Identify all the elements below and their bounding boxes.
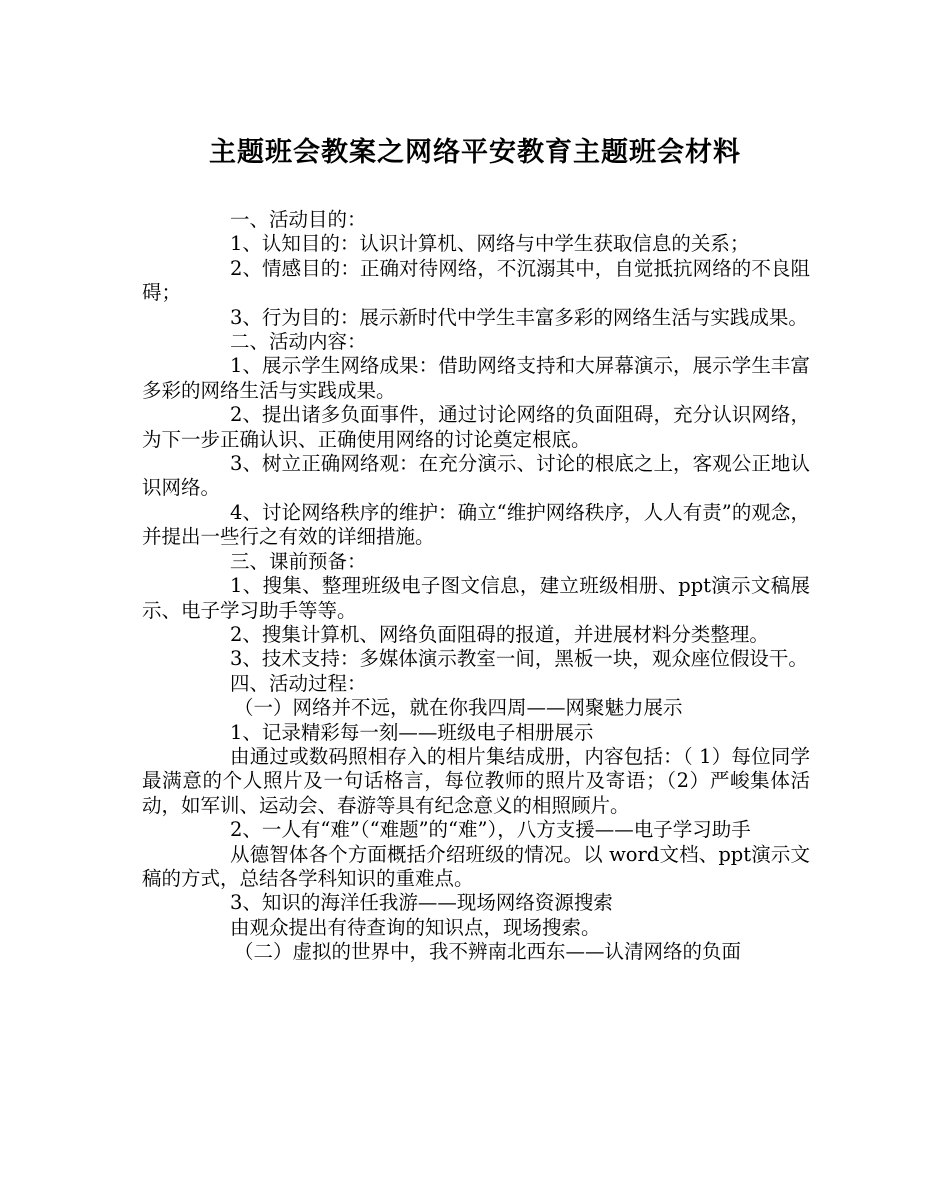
paragraph: （二）虚拟的世界中，我不辨南北西东——认清网络的负面 <box>234 940 742 964</box>
paragraph: 从德智体各个方面概括介绍班级的情况。以 word文档、ppt演示文稿的方式，总结各学科知识的重难点。 <box>142 842 810 890</box>
paragraph: 2、一人有“难”（“难题”的“难”），八方支援——电子学习助手 <box>230 818 751 842</box>
paragraph: 由通过或数码照相存入的相片集结成册，内容包括：（ 1）每位同学最满意的个人照片及一句话格言，每位教师的照片及寄语；（2）严峻集体活动，如军训、运动会、春游等具有纪念意义的相照顾片。 <box>142 744 810 817</box>
paragraph: 1、展示学生网络成果：借助网络支持和大屏幕演示，展示学生丰富多彩的网络生活与实践成果。 <box>142 354 810 402</box>
paragraph: 1、搜集、整理班级电子图文信息，建立班级相册、ppt演示文稿展示、电子学习助手等等。 <box>142 574 810 622</box>
paragraph: 4、讨论网络秩序的维护：确立“维护网络秩序，人人有责”的观念，并提出一些行之有效的详细措施。 <box>142 500 810 549</box>
paragraph: 1、记录精彩每一刻——班级电子相册展示 <box>230 720 594 744</box>
paragraph: 二、活动内容： <box>230 330 367 354</box>
paragraph: 一、活动目的： <box>230 208 367 231</box>
paragraph: 3、行为目的：展示新时代中学生丰富多彩的网络生活与实践成果。 <box>230 305 808 329</box>
paragraph: 1、认知目的：认识计算机、网络与中学生获取信息的关系； <box>230 232 750 256</box>
paragraph: 四、活动过程： <box>230 671 367 695</box>
paragraph: 2、搜集计算机、网络负面阻碍的报道，并进展材料分类整理。 <box>230 622 769 646</box>
document-body <box>142 208 810 965</box>
paragraph: 3、技术支持：多媒体演示教室一间，黑板一块，观众座位假设干。 <box>230 647 808 671</box>
paragraph: 三、课前预备： <box>230 549 367 573</box>
paragraph: 由观众提出有待查询的知识点，现场搜索。 <box>230 915 601 939</box>
document-title: 主题班会教案之网络平安教育主题班会材料 <box>209 137 741 168</box>
paragraph: 3、树立正确网络观：在充分演示、讨论的根底之上，客观公正地认识网络。 <box>142 452 810 500</box>
paragraph: 2、提出诸多负面事件，通过讨论网络的负面阻碍，充分认识网络，为下一步正确认识、正确使用网络的讨论奠定根底。 <box>142 403 810 451</box>
paragraph: 3、知识的海洋任我游——现场网络资源搜索 <box>230 891 613 915</box>
paragraph: 2、情感目的：正确对待网络，不沉溺其中，自觉抵抗网络的不良阻碍； <box>142 256 810 305</box>
paragraph: （一）网络并不远，就在你我四周——网聚魅力展示 <box>234 696 683 720</box>
